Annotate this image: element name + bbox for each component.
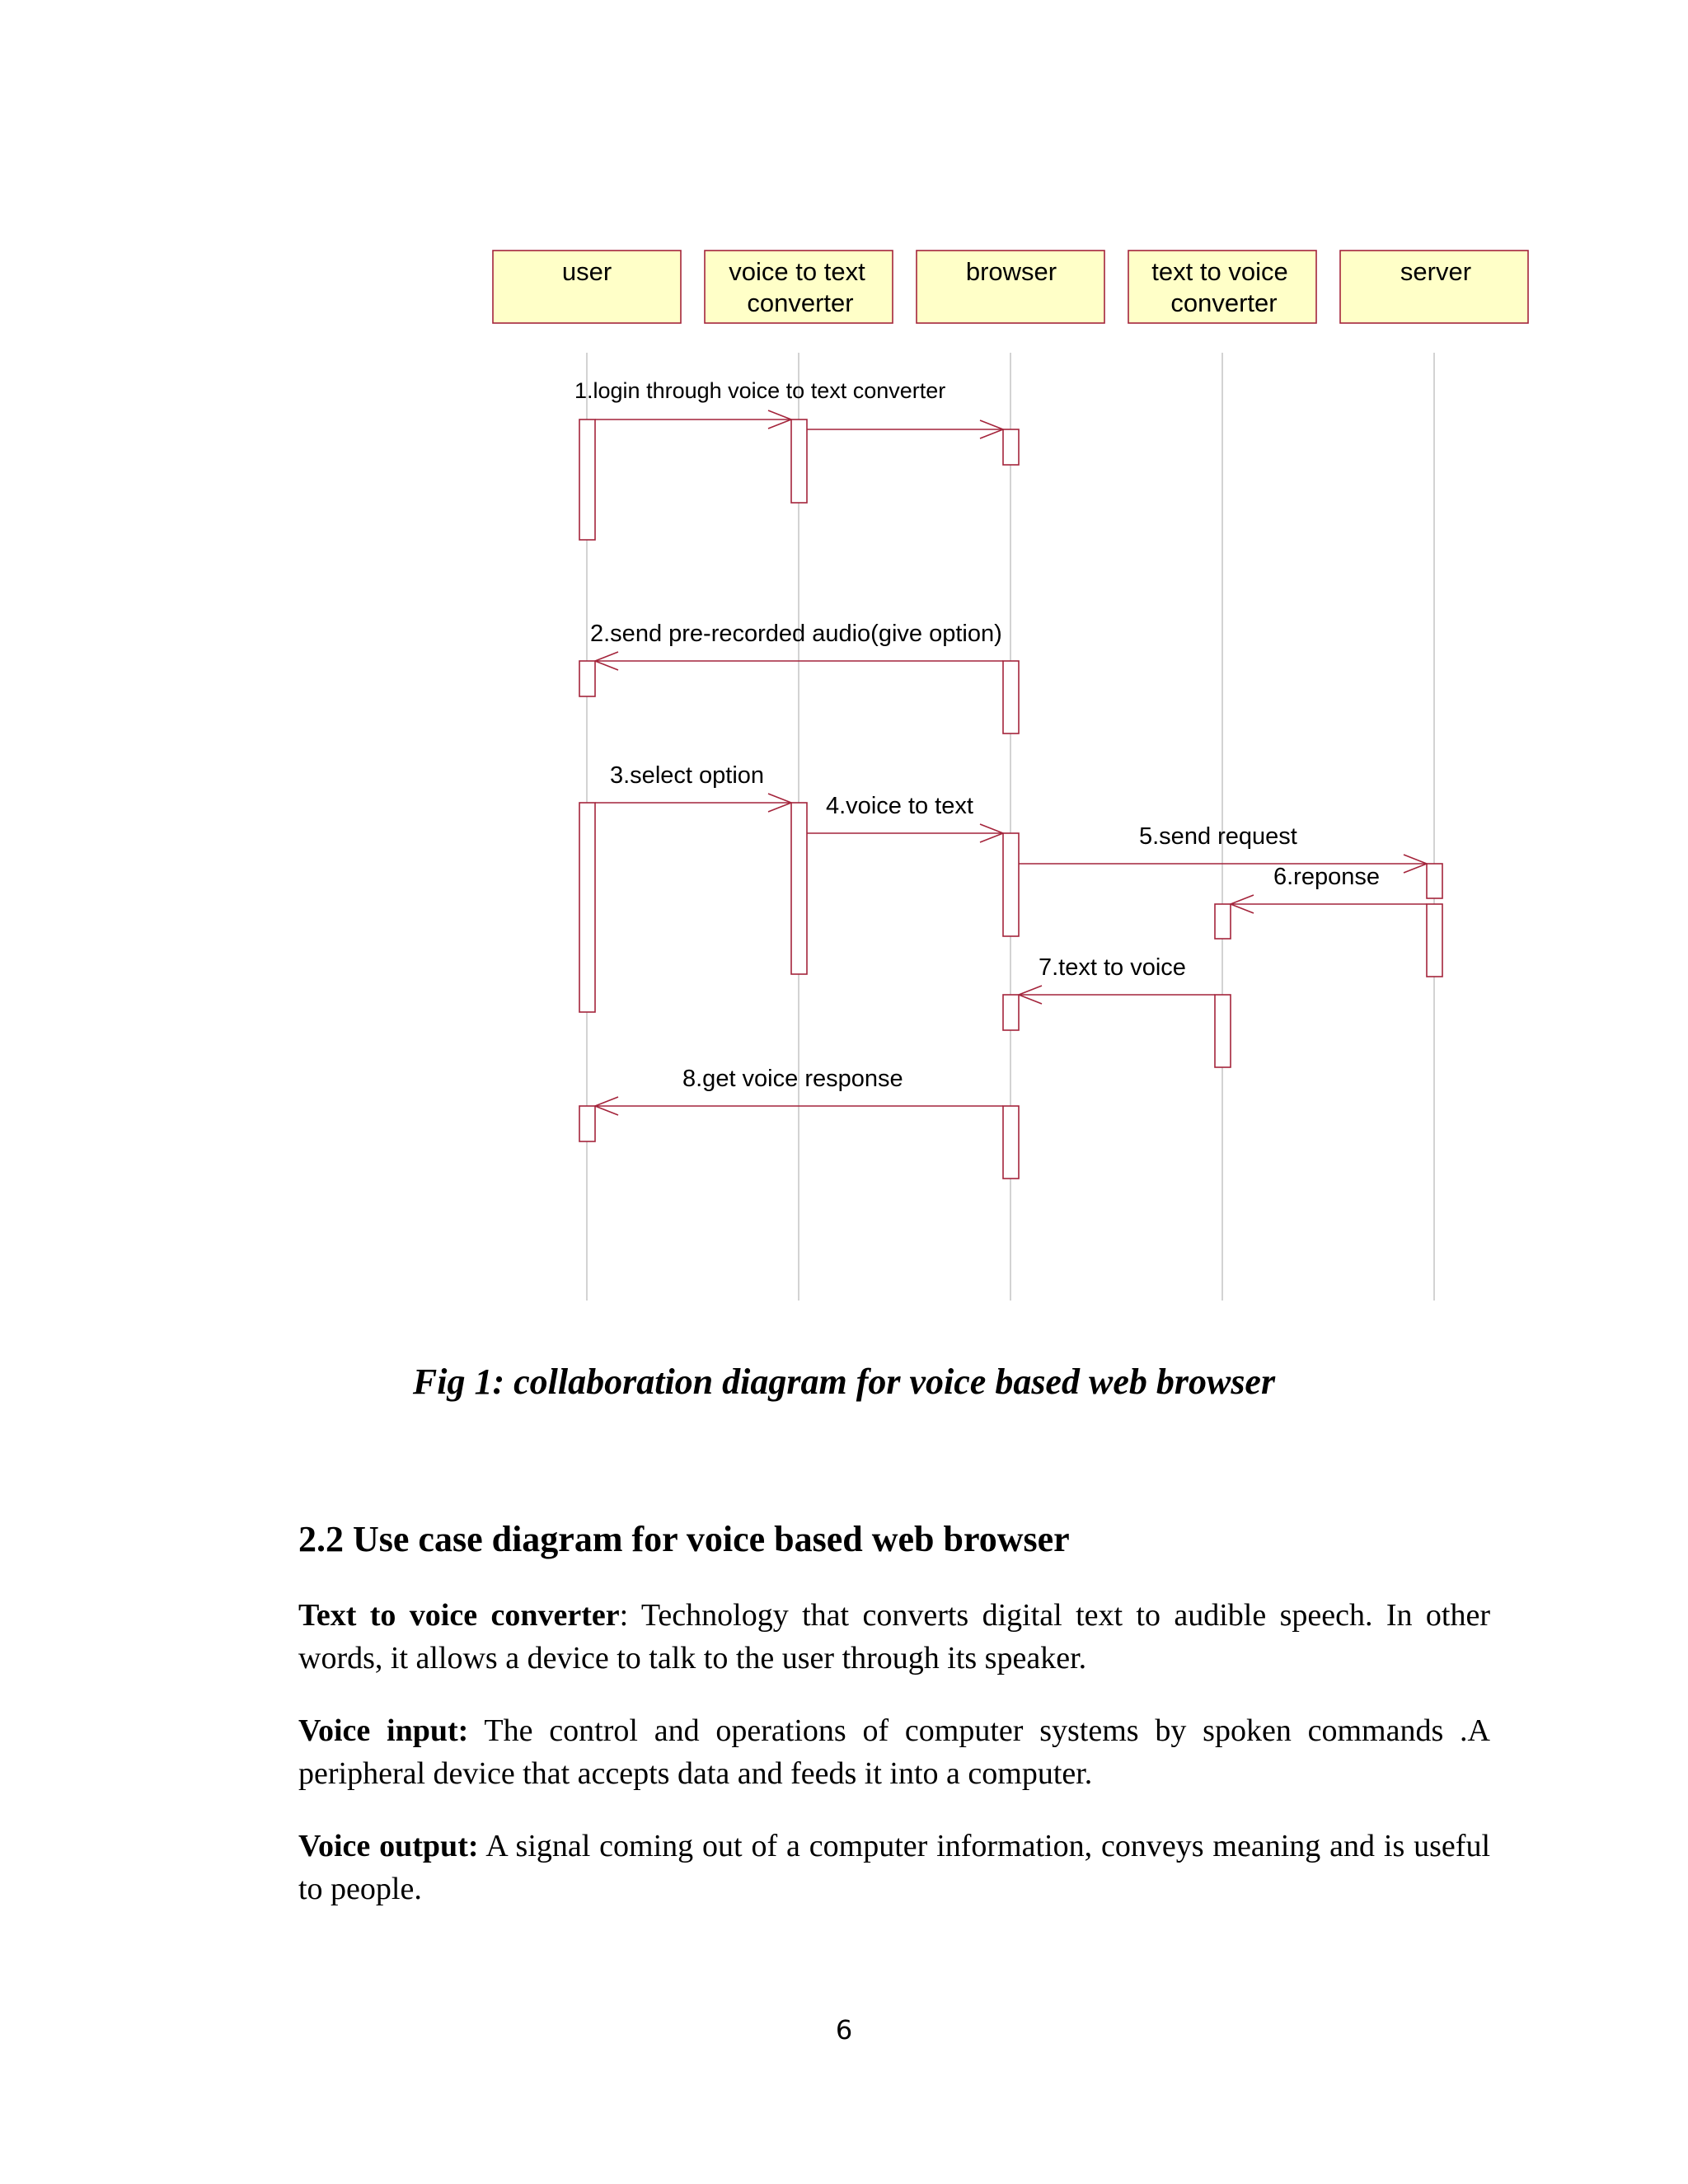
definition-text-to-voice: : Technology that converts digital text to audible speech. In other words, it allows a device to talk to the user through its speaker. xyxy=(298,1598,1490,1675)
actor-user xyxy=(493,251,681,323)
activation-user-3 xyxy=(579,803,595,1012)
activation-browser-5 xyxy=(1003,1106,1019,1179)
actor-voice-to-text-converter xyxy=(705,251,893,323)
activation-browser-3 xyxy=(1003,833,1019,936)
message-3 xyxy=(595,762,791,812)
message-4-label: 4.voice to text xyxy=(826,793,973,819)
message-7-label: 7.text to voice xyxy=(1039,954,1186,981)
activation-ttv-2 xyxy=(1215,995,1231,1067)
message-5-label: 5.send request xyxy=(1139,823,1297,850)
term-text-to-voice: Text to voice converter xyxy=(298,1598,620,1633)
activation-server-1 xyxy=(1427,864,1442,898)
message-6 xyxy=(1231,864,1427,913)
activation-browser-1 xyxy=(1003,429,1019,465)
actor-vtt-label-2: converter xyxy=(747,288,854,317)
message-8-label: 8.get voice response xyxy=(682,1066,903,1092)
activation-browser-2 xyxy=(1003,661,1019,733)
actor-server xyxy=(1340,251,1528,323)
message-1-label: 1.login through voice to text converter xyxy=(574,378,946,403)
activation-vtt-2 xyxy=(791,803,807,974)
message-4 xyxy=(807,793,1003,842)
message-1b xyxy=(807,420,1003,438)
activation-user-1 xyxy=(579,419,595,540)
activation-vtt-1 xyxy=(791,419,807,503)
paragraph-text-to-voice xyxy=(298,1594,1490,1680)
message-2 xyxy=(590,621,1003,670)
term-voice-input: Voice input: xyxy=(298,1713,469,1748)
message-7 xyxy=(1019,954,1215,1004)
actor-server-label: server xyxy=(1400,257,1472,286)
actor-ttv-label-1: text to voice xyxy=(1151,257,1288,286)
definition-voice-output: A signal coming out of a computer information, conveys meaning and is useful to people. xyxy=(298,1829,1490,1906)
message-3-label: 3.select option xyxy=(610,762,765,789)
actor-vtt-label-1: voice to text xyxy=(729,257,865,286)
paragraph-voice-input xyxy=(298,1709,1490,1795)
activation-browser-4 xyxy=(1003,995,1019,1030)
figure-caption: Fig 1: collaboration diagram for voice based web browser xyxy=(412,1361,1276,1402)
activation-user-4 xyxy=(579,1106,595,1141)
definition-voice-input: The control and operations of computer systems by spoken commands .A peripheral device that accepts data and feeds it into a computer. xyxy=(298,1713,1490,1791)
actor-user-label: user xyxy=(561,257,612,286)
term-voice-output: Voice output: xyxy=(298,1829,479,1863)
actor-browser-label: browser xyxy=(965,257,1057,286)
activation-user-2 xyxy=(579,661,595,696)
actor-browser xyxy=(917,251,1104,323)
page-number: 6 xyxy=(835,2014,853,2046)
message-2-label: 2.send pre-recorded audio(give option) xyxy=(590,621,1002,647)
activation-ttv-1 xyxy=(1215,904,1231,939)
actor-ttv-label-2: converter xyxy=(1170,288,1278,317)
activation-server-2 xyxy=(1427,904,1442,977)
section-heading: 2.2 Use case diagram for voice based web browser xyxy=(298,1519,1070,1559)
message-1 xyxy=(574,378,945,429)
paragraph-voice-output xyxy=(298,1825,1490,1910)
message-6-label: 6.reponse xyxy=(1273,864,1380,890)
actor-text-to-voice-converter xyxy=(1128,251,1316,323)
